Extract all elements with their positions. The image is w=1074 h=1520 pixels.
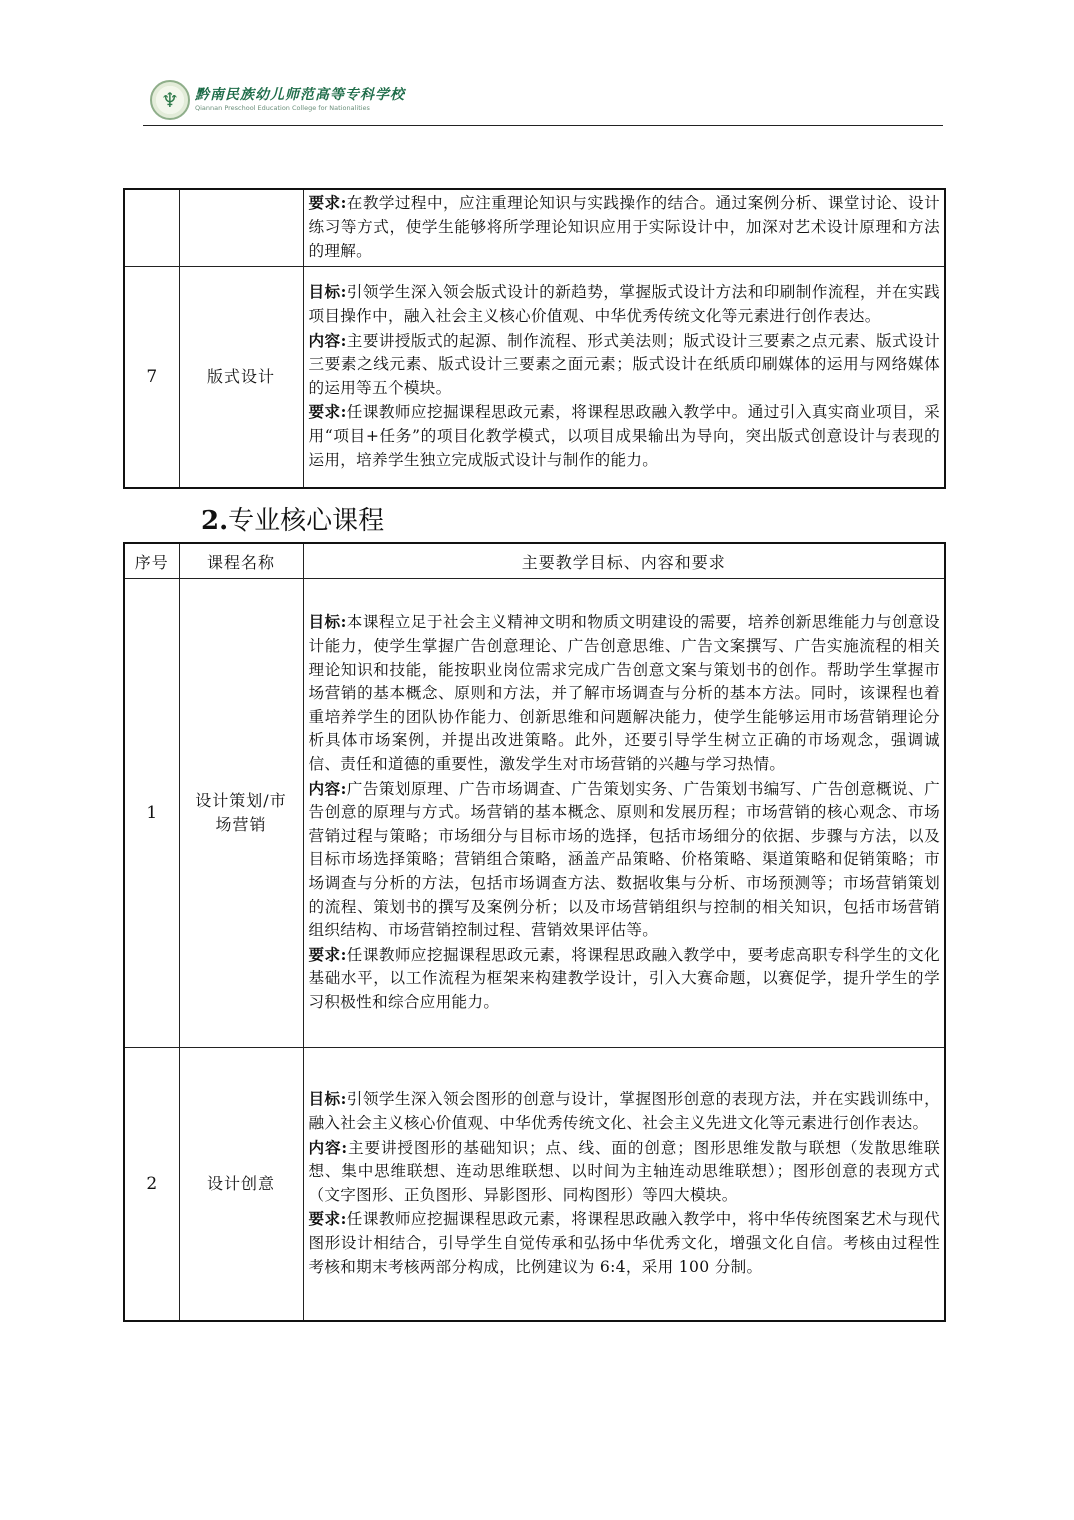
row-index: 7	[124, 266, 179, 488]
tree-glyph-icon: ♆	[161, 88, 179, 112]
section-text: 任课教师应挖掘课程思政元素，将课程思政融入教学中，要考虑高职专科学生的文化基础水平，以工作流程为框架来构建教学设计，引入大赛命题，以赛促学，提升学生的学习积极性和综合应用能力。	[308, 945, 940, 1011]
requirement-paragraph	[309, 191, 941, 263]
row-index	[124, 189, 179, 266]
page-header	[143, 74, 943, 126]
course-description	[303, 579, 945, 1048]
section-label: 要求:	[308, 1209, 347, 1229]
section-heading	[201, 500, 384, 537]
column-header-course-name: 课程名称	[179, 543, 303, 579]
goal-paragraph	[309, 280, 941, 328]
table-row	[124, 266, 945, 488]
section-label: 要求:	[308, 193, 347, 213]
section-label: 目标:	[308, 282, 347, 302]
school-name-cn: 黔南民族幼儿师范高等专科学校	[195, 87, 405, 103]
section-label: 要求:	[308, 944, 347, 964]
goal-paragraph	[309, 1087, 941, 1135]
section-label: 内容:	[308, 1137, 348, 1157]
section-number: 2.	[201, 506, 229, 536]
content-paragraph	[309, 777, 941, 943]
course-name: 设计创意	[179, 1048, 303, 1321]
section-text: 任课教师应挖掘课程思政元素，将课程思政融入教学中。通过引入真实商业项目，采用“项目+任务”的项目化教学模式，以项目成果输出为导向，突出版式创意设计与表现的运用，培养学生独立完成版式设计与制作的能力。	[308, 403, 940, 469]
course-description	[303, 266, 945, 488]
section-label: 目标:	[308, 612, 347, 632]
header-divider	[143, 125, 943, 126]
requirement-paragraph	[309, 1207, 941, 1279]
course-name	[179, 189, 303, 266]
content-paragraph	[309, 329, 941, 401]
general-course-table	[123, 188, 946, 489]
requirement-paragraph	[309, 943, 941, 1015]
school-name-en: Qiannan Preschool Education College for Nationalities	[195, 104, 370, 112]
column-header-description: 主要教学目标、内容和要求	[303, 543, 945, 579]
section-text: 引领学生深入领会图形的创意与设计，掌握图形创意的表现方法，并在实践训练中，融入社会主义核心价值观、中华优秀传统文化、社会主义先进文化等元素进行创作表达。	[308, 1090, 940, 1132]
row-index: 2	[124, 1048, 179, 1321]
course-description	[303, 189, 945, 266]
section-label: 内容:	[308, 330, 347, 350]
course-name: 设计策划/市场营销	[179, 579, 303, 1048]
row-index: 1	[124, 579, 179, 1048]
goal-paragraph	[309, 610, 941, 776]
course-name: 版式设计	[179, 266, 303, 488]
section-text: 主要讲授版式的起源、制作流程、形式美法则；版式设计三要素之点元素、版式设计三要素之线元素、版式设计三要素之面元素；版式设计在纸质印刷媒体的运用与网络媒体的运用等五个模块。	[308, 331, 940, 397]
section-label: 内容:	[308, 778, 347, 798]
school-emblem-icon	[150, 80, 190, 120]
section-label: 目标:	[308, 1089, 347, 1109]
section-label: 要求:	[308, 402, 347, 422]
table-header-row	[124, 543, 945, 579]
section-text: 引领学生深入领会版式设计的新趋势，掌握版式设计方法和印刷制作流程，并在实践项目操作中，融入社会主义核心价值观、中华优秀传统文化等元素进行创作表达。	[308, 283, 940, 325]
content-paragraph	[309, 1136, 941, 1208]
section-text: 任课教师应挖掘课程思政元素，将课程思政融入教学中，将中华传统图案艺术与现代图形设计相结合，引导学生自觉传承和弘扬中华优秀文化，增强文化自信。考核由过程性考核和期末考核两部分构成，比例建议为 6:4，采用 100 分制。	[308, 1210, 940, 1276]
column-header-index: 序号	[124, 543, 179, 579]
requirement-paragraph	[309, 400, 941, 472]
core-course-table	[123, 542, 946, 1322]
section-text: 本课程立足于社会主义精神文明和物质文明建设的需要，培养创新思维能力与创意设计能力，使学生掌握广告创意理论、广告创意思维、广告文案撰写、广告实施流程的相关理论知识和技能，能按职业岗位需求完成广告创意文案与策划书的创作。帮助学生掌握市场营销的基本概念、原则和方法，并了解市场调查与分析的基本方法。同时，该课程也着重培养学生的团队协作能力、创新思维和问题解决能力，使学生能够运用市场营销理论分析具体市场案例，并提出改进策略。此外，还要引导学生树立正确的市场观念，强调诚信、责任和道德的重要性，激发学生对市场营销的兴趣与学习热情。	[308, 613, 940, 774]
table-row	[124, 1048, 945, 1321]
section-title: 专业核心课程	[228, 506, 385, 536]
table-row	[124, 579, 945, 1048]
course-description	[303, 1048, 945, 1321]
section-text: 在教学过程中，应注重理论知识与实践操作的结合。通过案例分析、课堂讨论、设计练习等方式，使学生能够将所学理论知识应用于实际设计中，加深对艺术设计原理和方法的理解。	[308, 194, 940, 260]
section-text: 广告策划原理、广告市场调查、广告策划实务、广告策划书编写、广告创意概说、广告创意的原理与方式。场营销的基本概念、原则和发展历程；市场营销的核心观念、市场营销过程与策略；市场细分与目标市场的选择，包括市场细分的依据、步骤与方法，以及目标市场选择策略；营销组合策略，涵盖产品策略、价格策略、渠道策略和促销策略；市场调查与分析的方法，包括市场调查方法、数据收集与分析、市场预测等；市场营销策划的流程、策划书的撰写及案例分析；以及市场营销组织与控制的相关知识，包括市场营销组织结构、市场营销控制过程、营销效果评估等。	[308, 779, 940, 940]
section-text: 主要讲授图形的基础知识；点、线、面的创意；图形思维发散与联想（发散思维联想、集中思维联想、连动思维联想、以时间为主轴连动思维联想）；图形创意的表现方式（文字图形、正负图形、异影图形、同构图形）等四大模块。	[308, 1138, 940, 1204]
table-row	[124, 189, 945, 266]
